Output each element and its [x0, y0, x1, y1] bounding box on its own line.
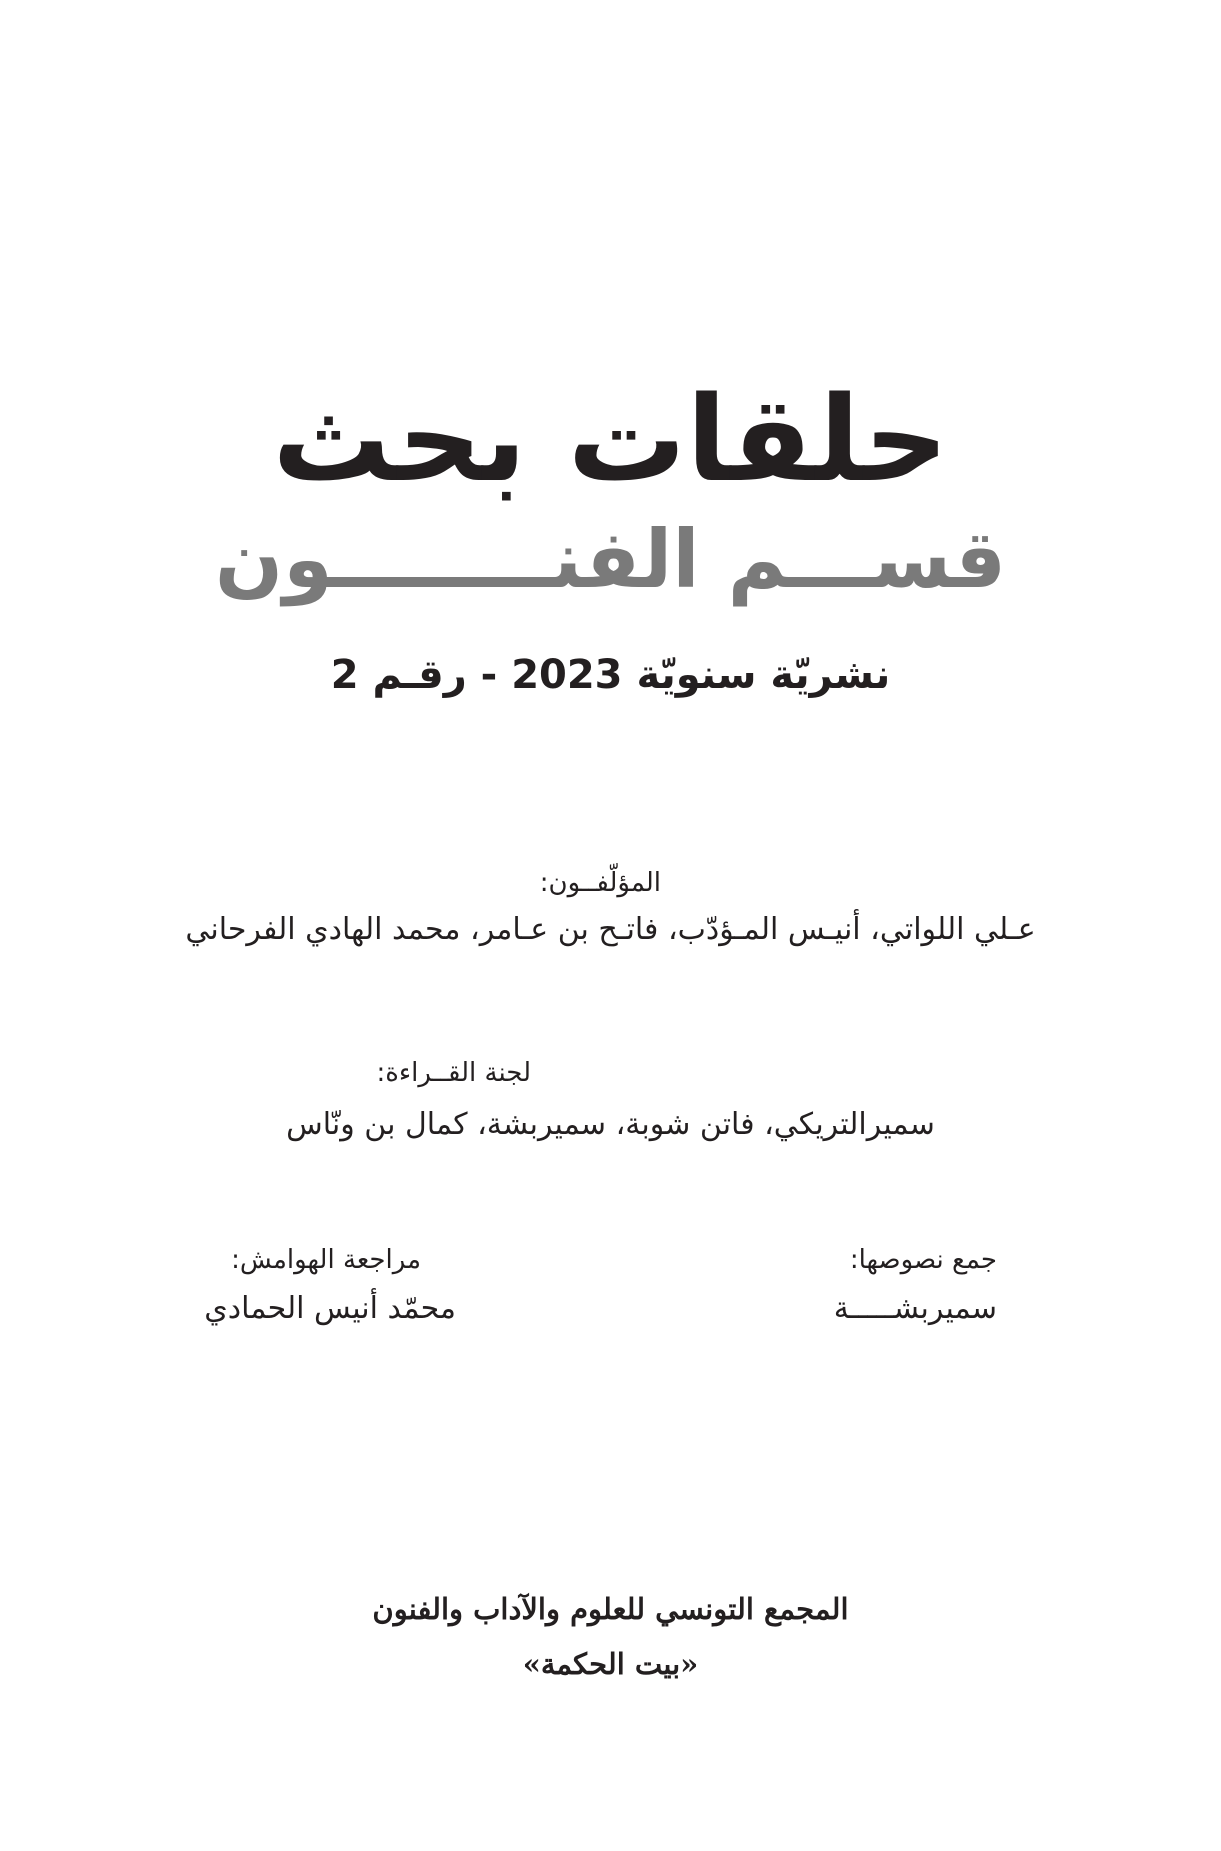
publisher-alias: «بيت الحكمة»: [522, 1647, 699, 1681]
text-collection-label: جمع نصوصها:: [849, 1245, 997, 1275]
authors-label: المؤلّفــون:: [539, 868, 661, 898]
book-title: حلقات بحث: [272, 370, 949, 508]
department-subtitle: قســـم الفنــــــــون: [214, 513, 1007, 606]
reading-committee-names: سميرالتريكي، فاتن شوبة، سميربشة، كمال بن ونّاس: [286, 1107, 935, 1142]
issue-line: نشريّة سنويّة 2023 - رقـم 2: [330, 652, 891, 698]
publisher-name: المجمع التونسي للعلوم والآداب والفنون: [372, 1592, 849, 1626]
text-collection-name: سميربشـــــة: [833, 1291, 997, 1326]
reading-committee-label: لجنة القــراءة:: [376, 1058, 531, 1088]
footnotes-review-name: محمّد أنيس الحمادي: [204, 1291, 456, 1326]
footnotes-review-label: مراجعة الهوامش:: [231, 1245, 421, 1275]
authors-names: عـلي اللواتي، أنيـس المـؤدّب، فاتـح بن عـامر، محمد الهادي الفرحاني: [185, 912, 1036, 947]
